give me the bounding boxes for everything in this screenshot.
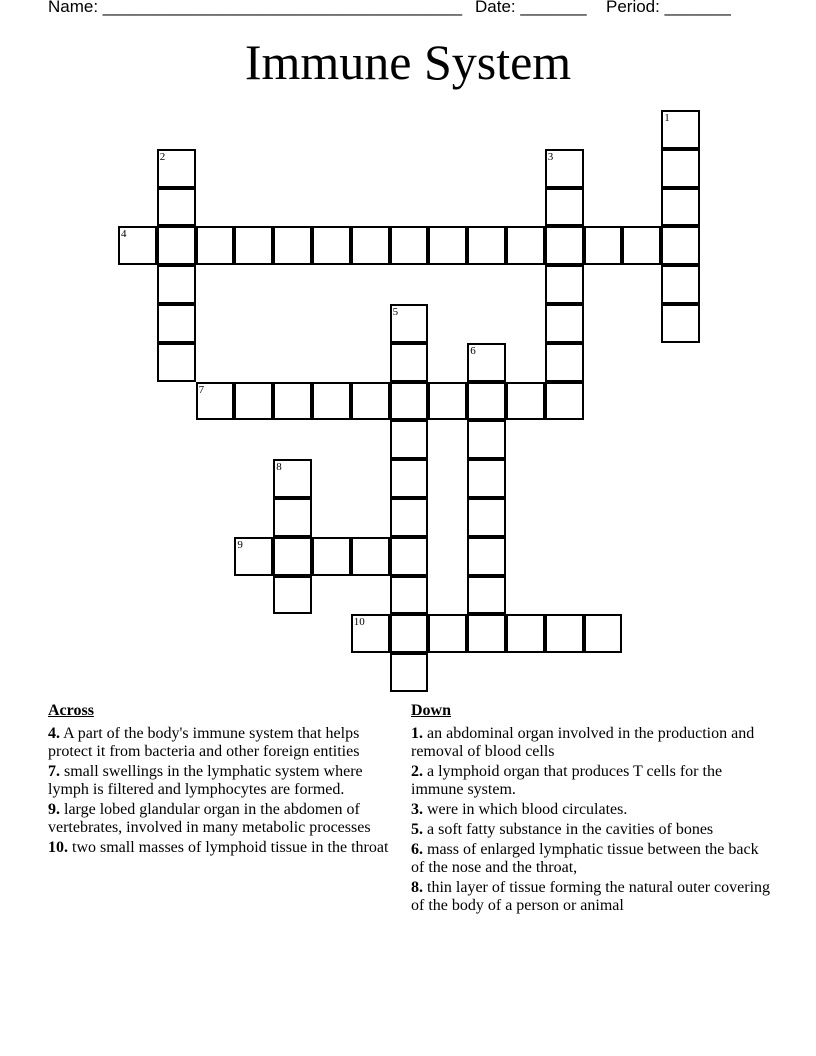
crossword-cell[interactable] — [467, 537, 506, 576]
crossword-cell[interactable] — [545, 382, 584, 421]
clue-number: 4 — [121, 228, 127, 241]
crossword-cell[interactable] — [545, 188, 584, 227]
clue-number: 8 — [276, 461, 282, 474]
crossword-cell[interactable] — [467, 459, 506, 498]
crossword-cell[interactable] — [157, 149, 196, 188]
crossword-cell[interactable] — [390, 653, 429, 692]
crossword-cell[interactable] — [157, 265, 196, 304]
clue-across-7: 7. small swellings in the lymphatic system where lymph is filtered and lymphocytes are formed. — [48, 763, 363, 798]
crossword-cell[interactable] — [157, 343, 196, 382]
crossword-cell[interactable] — [157, 226, 196, 265]
clue-number: 7 — [198, 383, 205, 396]
crossword-cell[interactable] — [545, 614, 584, 653]
crossword-cell[interactable] — [661, 188, 700, 227]
crossword-cell[interactable] — [273, 459, 312, 498]
clue-across-10: 10. two small masses of lymphoid tissue in the throat — [48, 839, 389, 856]
crossword-cell[interactable] — [467, 343, 506, 382]
crossword-cell[interactable] — [390, 459, 429, 498]
crossword-cell[interactable] — [661, 304, 700, 343]
clue-down-3: 3. were in which blood circulates. — [411, 801, 628, 818]
crossword-cell[interactable] — [351, 226, 390, 265]
clue-number: 3 — [547, 150, 554, 163]
crossword-cell[interactable] — [661, 149, 700, 188]
crossword-cell[interactable] — [390, 420, 429, 459]
clue-number: 9 — [237, 538, 243, 551]
crossword-cell[interactable] — [273, 498, 312, 537]
crossword-cell[interactable] — [351, 382, 390, 421]
crossword-cell[interactable] — [467, 614, 506, 653]
crossword-cell[interactable] — [273, 382, 312, 421]
crossword-cell[interactable] — [390, 304, 429, 343]
crossword-cell[interactable] — [118, 226, 157, 265]
crossword-cell[interactable] — [157, 188, 196, 227]
crossword-cell[interactable] — [351, 614, 390, 653]
clue-number: 6 — [470, 344, 476, 357]
crossword-cell[interactable] — [545, 304, 584, 343]
crossword-cell[interactable] — [661, 265, 700, 304]
crossword-cell[interactable] — [545, 343, 584, 382]
crossword-cell[interactable] — [545, 265, 584, 304]
crossword-cell[interactable] — [428, 382, 467, 421]
name-field[interactable]: Name: ______________________________________ — [48, 0, 463, 16]
crossword-cell[interactable] — [545, 226, 584, 265]
crossword-cell[interactable] — [312, 537, 351, 576]
across-clues — [48, 702, 393, 859]
crossword-cell[interactable] — [584, 226, 623, 265]
crossword-cell[interactable] — [428, 226, 467, 265]
crossword-cell[interactable] — [273, 537, 312, 576]
clue-down-1: 1. an abdominal organ involved in the production and removal of blood cells — [411, 725, 755, 760]
page-title: Immune System — [244, 34, 572, 90]
clue-number: 2 — [159, 150, 166, 163]
clue-down-2: 2. a lymphoid organ that produces T cells for the immune system. — [411, 763, 723, 798]
date-field[interactable]: Date: _______ — [475, 0, 587, 16]
crossword-cell[interactable] — [545, 149, 584, 188]
down-clues — [411, 702, 771, 917]
clue-across-4: 4. A part of the body's immune system that helps protect it from bacteria and other foreign entities — [48, 725, 360, 760]
crossword-cell[interactable] — [234, 537, 273, 576]
crossword-cell[interactable] — [467, 420, 506, 459]
crossword-cell[interactable] — [234, 382, 273, 421]
crossword-cell[interactable] — [467, 498, 506, 537]
crossword-cell[interactable] — [390, 343, 429, 382]
crossword-cell[interactable] — [390, 226, 429, 265]
crossword-cell[interactable] — [196, 382, 235, 421]
clue-down-6: 6. mass of enlarged lymphatic tissue between the back of the nose and the throat, — [411, 841, 759, 876]
crossword-cell[interactable] — [390, 498, 429, 537]
crossword-cell[interactable] — [390, 576, 429, 615]
crossword-cell[interactable] — [351, 537, 390, 576]
crossword-cell[interactable] — [234, 226, 273, 265]
crossword-cell[interactable] — [312, 382, 351, 421]
crossword-cell[interactable] — [390, 382, 429, 421]
student-info-header — [48, 0, 768, 19]
clue-across-9: 9. large lobed glandular organ in the abdomen of vertebrates, involved in many metabolic processes — [48, 801, 371, 836]
period-field[interactable]: Period: _______ — [606, 0, 731, 16]
clue-down-8: 8. thin layer of tissue forming the natural outer covering of the body of a person or animal — [411, 879, 771, 914]
crossword-cell[interactable] — [196, 226, 235, 265]
down-heading: Down — [411, 702, 452, 719]
crossword-cell[interactable] — [467, 382, 506, 421]
crossword-cell[interactable] — [312, 226, 351, 265]
crossword-cell[interactable] — [584, 614, 623, 653]
crossword-cell[interactable] — [506, 614, 545, 653]
clue-down-5: 5. a soft fatty substance in the cavities of bones — [411, 821, 714, 838]
crossword-cell[interactable] — [467, 576, 506, 615]
crossword-cell[interactable] — [273, 576, 312, 615]
crossword-cell[interactable] — [390, 614, 429, 653]
crossword-cell[interactable] — [661, 110, 700, 149]
crossword-cell[interactable] — [622, 226, 661, 265]
crossword-cell[interactable] — [661, 226, 700, 265]
crossword-cell[interactable] — [273, 226, 312, 265]
across-heading: Across — [48, 702, 94, 719]
crossword-cell[interactable] — [428, 614, 467, 653]
crossword-cell[interactable] — [390, 537, 429, 576]
crossword-cell[interactable] — [506, 226, 545, 265]
crossword-cell[interactable] — [467, 226, 506, 265]
crossword-cell[interactable] — [506, 382, 545, 421]
clue-number: 5 — [392, 306, 399, 318]
crossword-cell[interactable] — [157, 304, 196, 343]
clue-number: 1 — [664, 112, 670, 124]
clue-number: 10 — [353, 616, 365, 629]
